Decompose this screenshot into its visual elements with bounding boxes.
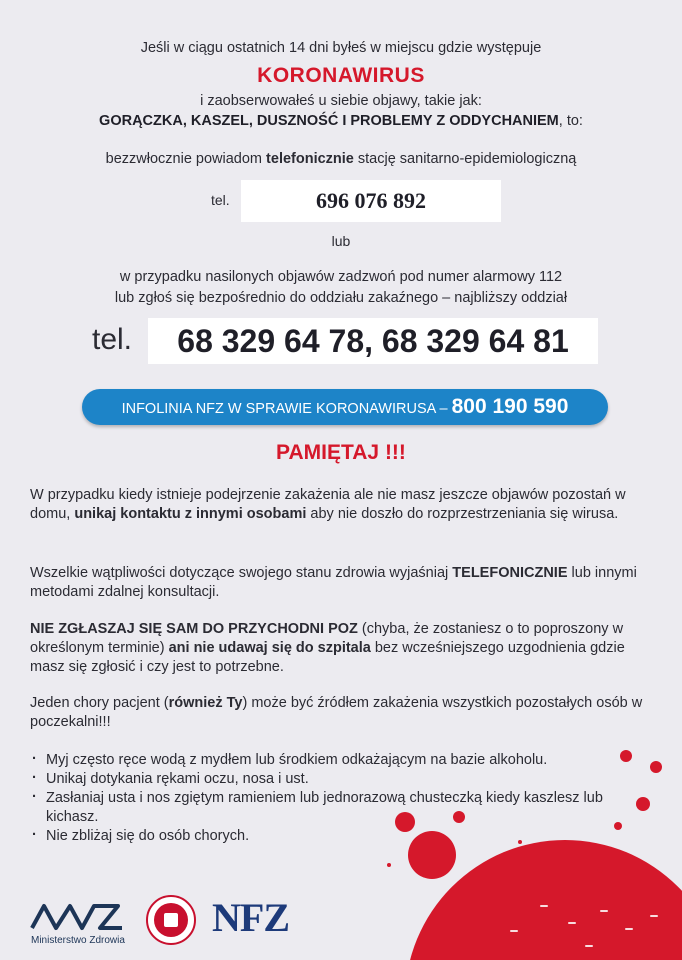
list-item: · Unikaj dotykania rękami oczu, nosa i ust.: [30, 770, 630, 789]
list-item: · Myj często ręce wodą z mydłem lub środkiem odkażającym na bazie alkoholu.: [30, 751, 630, 770]
symptoms-line: [0, 113, 682, 129]
severe-symptoms-line-2: lub zgłoś się bezpośrednio do oddziału zakaźnego – najbliższy oddział: [114, 290, 568, 306]
hospital-phone-numbers[interactable]: 68 329 64 78, 68 329 64 81: [148, 318, 598, 364]
virus-heading: KORONAWIRUS: [257, 64, 425, 87]
intro-line-2: i zaobserwowałeś u siebie objawy, takie jak:: [200, 93, 482, 109]
sanepid-phone-row: [0, 180, 682, 224]
list-item: · Zasłaniaj usta i nos zgiętym ramieniem lub jednorazową chusteczką kiedy kaszlesz lub kichasz.: [30, 789, 630, 827]
ministry-of-health-logo-icon: [30, 898, 126, 932]
symptoms-suffix: , to:: [558, 113, 583, 129]
notify-bold: telefonicznie: [266, 151, 354, 167]
p1-text-c: aby nie doszło do rozprzestrzeniania się wirusa.: [306, 506, 619, 522]
p1-text-a: W przypadku kiedy istnieje podejrzenie zakażenia ale nie masz jeszcze objawów pozostań w domu,: [30, 487, 626, 522]
sanitary-inspection-emblem-icon: [146, 895, 196, 945]
hygiene-bullet-list: [30, 751, 630, 846]
p4-text-c: ) może być źródłem zakażenia wszystkich pozostałych osób w poczekalni!!!: [30, 695, 643, 730]
paragraph-stay-home: [30, 486, 650, 524]
notify-instruction: [0, 151, 682, 167]
phone-label-large: tel.: [92, 323, 133, 356]
p2-text-a: Wszelkie wątpliwości dotyczące swojego stanu zdrowia wyjaśniaj: [30, 565, 453, 581]
phone-label: tel.: [211, 192, 230, 208]
nfz-logo: NFZ: [212, 895, 289, 940]
intro-line-1: Jeśli w ciągu ostatnich 14 dni byłeś w miejscu gdzie występuje: [140, 40, 542, 56]
p4-text-a: Jeden chory pacjent (: [30, 695, 169, 711]
p3-text-d: bez wcześniejszego uzgodnienia gdzie masz się zgłosić i czy jest to potrzebne.: [30, 640, 625, 675]
p4-bold: również Ty: [168, 695, 243, 711]
p2-text-c: lub innymi metodami zdalnej konsultacji.: [30, 565, 637, 600]
notify-prefix: bezzwłocznie powiadom: [105, 151, 267, 167]
notify-suffix: stację sanitarno-epidemiologiczną: [353, 151, 577, 167]
sanepid-phone-number[interactable]: 696 076 892: [241, 180, 501, 222]
ministry-name: Ministerstwo Zdrowia: [31, 935, 125, 946]
infoline-number: 800 190 590: [451, 395, 569, 418]
p3-bold-c: ani nie udawaj się do szpitala: [168, 640, 371, 656]
p2-bold: TELEFONICZNIE: [452, 565, 568, 581]
severe-symptoms-line-1: w przypadku nasilonych objawów zadzwoń pod numer alarmowy 112: [119, 269, 563, 285]
paragraph-infection-source: [30, 694, 650, 732]
or-text: lub: [331, 233, 351, 249]
p1-bold: unikaj kontaktu z innymi osobami: [74, 506, 307, 522]
nfz-infoline-banner[interactable]: [82, 389, 608, 425]
p3-bold-a: NIE ZGŁASZAJ SIĘ SAM DO PRZYCHODNI POZ: [30, 621, 358, 637]
footer-logos: [0, 880, 682, 960]
list-item: · Nie zbliżaj się do osób chorych.: [30, 827, 630, 846]
paragraph-phone-consult: [30, 564, 650, 602]
paragraph-do-not-visit: [30, 620, 650, 677]
hospital-phone-row: [0, 318, 682, 364]
remember-heading: PAMIĘTAJ !!!: [276, 441, 406, 464]
symptoms-list: GORĄCZKA, KASZEL, DUSZNOŚĆ I PROBLEMY Z ODDYCHANIEM: [99, 113, 559, 129]
p3-text-b: (chyba, że zostaniesz o to poproszony w określonym terminie): [30, 621, 624, 656]
infoline-text: INFOLINIA NFZ W SPRAWIE KORONAWIRUSA –: [121, 401, 452, 417]
